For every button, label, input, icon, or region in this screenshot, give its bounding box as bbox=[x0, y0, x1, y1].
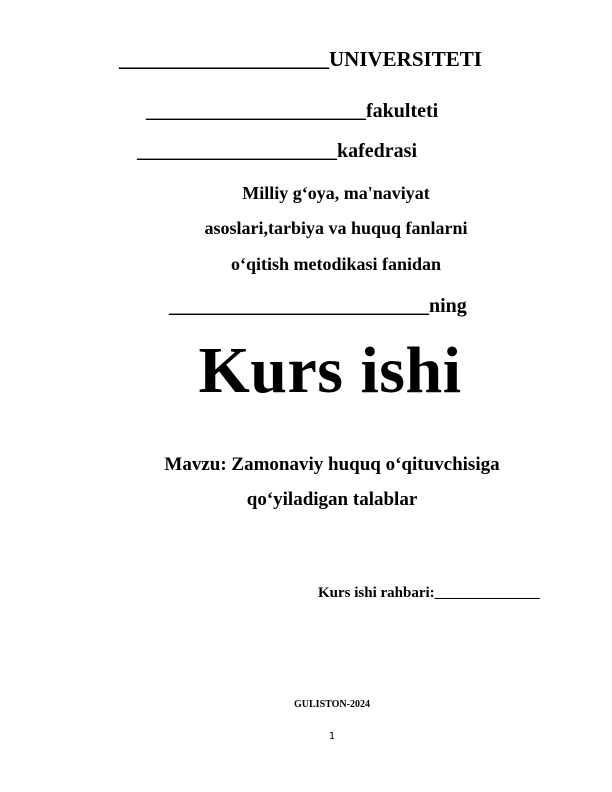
faculty-line: ______________________fakulteti bbox=[146, 100, 439, 122]
department-line: ____________________kafedrasi bbox=[137, 140, 417, 162]
page-number: 1 bbox=[328, 731, 336, 742]
subject-line-2: asoslari,tarbiya va huquq fanlarni bbox=[204, 218, 468, 238]
university-line: ____________________UNIVERSITETI bbox=[119, 47, 482, 71]
subject-line-3: o‘qitish metodikasi fanidan bbox=[230, 254, 442, 274]
topic-line-2: qo‘yiladigan talablar bbox=[246, 489, 418, 510]
supervisor-line: Kurs ishi rahbari:______________ bbox=[318, 585, 540, 601]
topic-line-1: Mavzu: Zamonaviy huquq o‘qituvchisiga bbox=[164, 454, 500, 475]
city-year: GULISTON-2024 bbox=[294, 699, 370, 710]
student-name-line: __________________________ning bbox=[169, 295, 467, 317]
subject-line-1: Milliy g‘oya, ma'naviyat bbox=[242, 183, 430, 203]
document-title: Kurs ishi bbox=[198, 334, 462, 407]
